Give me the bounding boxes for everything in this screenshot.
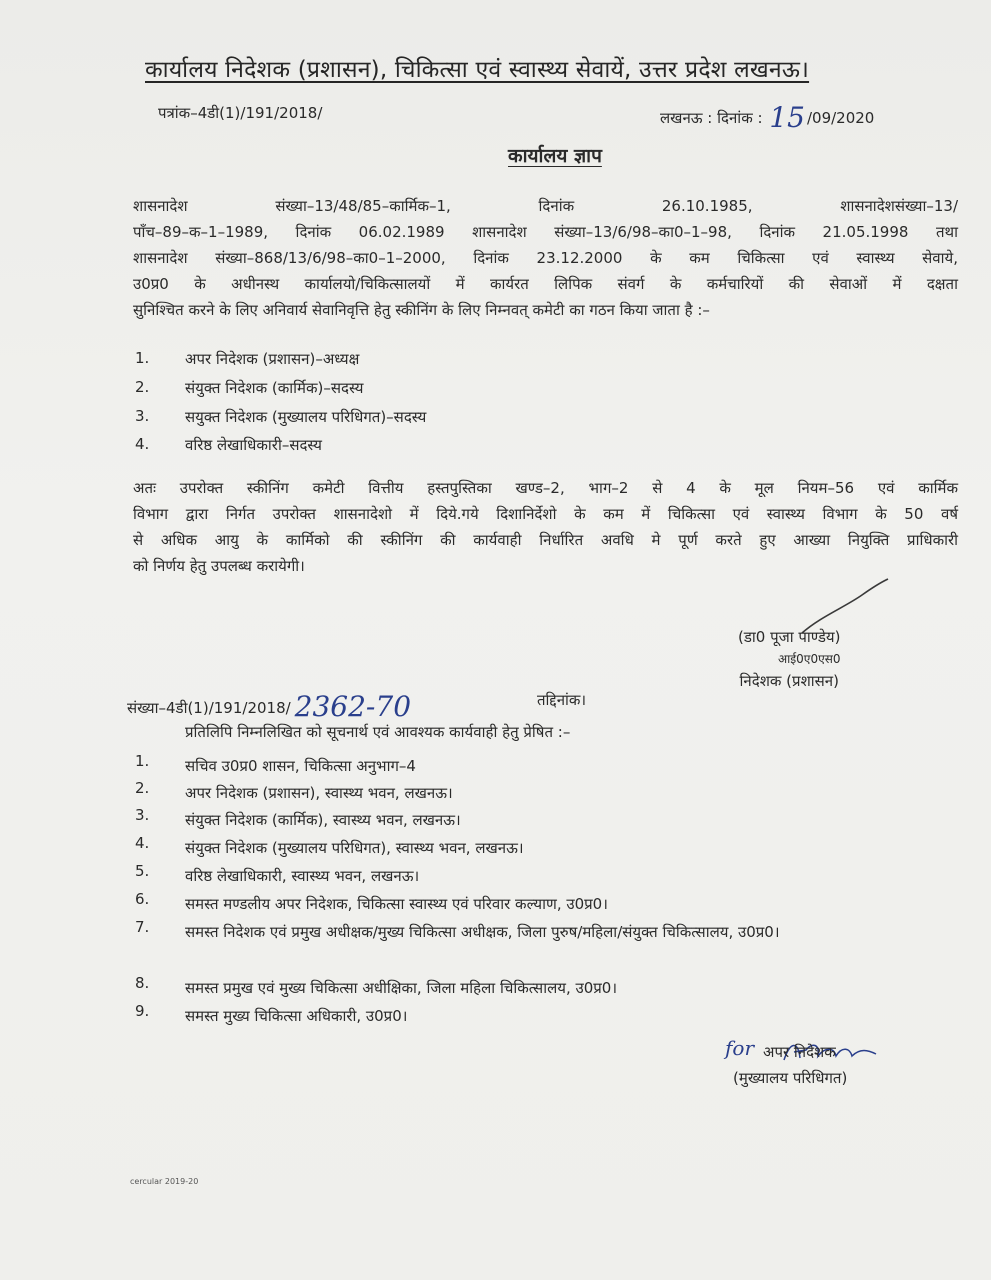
para2-line-3: से अधिक आयु के कार्मिको की स्कीनिंग की कार्यवाही निर्धारित अवधि मे पूर्ण करते हुए आख्या नियुक्ति प्राधिकारी — [133, 531, 958, 549]
para1-line-4: उ0प्र0 के अधीनस्थ कार्यालयो/चिकित्सालयों में कार्यरत लिपिक संवर्ग के कर्मचारियों की सेवाओं में दक्षता — [133, 275, 958, 293]
para2-line-2: विभाग द्वारा निर्गत उपरोक्त शासनादेशो में दिये.गये दिशानिर्देशो के कम में चिकित्सा एवं स्वास्थ्य विभाग के 50 वर्ष — [133, 505, 958, 523]
date-prefix: लखनऊ : दिनांक : — [660, 109, 763, 127]
handwritten-date-day: 15 — [769, 101, 805, 134]
additional-director-signature-block — [725, 1036, 848, 1088]
handwritten-dispatch-number: 2362-70 — [294, 690, 412, 723]
memo-paragraph-1 — [133, 193, 958, 323]
memo-paragraph-2 — [133, 475, 958, 579]
para1-line-5: सुनिश्चित करने के लिए अनिवार्य सेवानिवृत्ति हेतु स्कीनिंग के लिए निम्नवत् कमेटी का गठन किया जाता है :– — [133, 301, 710, 319]
patrank-number: पत्रांक–4डी(1)/191/2018/ — [158, 104, 323, 122]
signatory-2-office: (मुख्यालय परिधिगत) — [733, 1069, 848, 1087]
director-signature-block — [738, 624, 840, 694]
tad-dinank: तद्दिनांक। — [537, 691, 587, 709]
para2-line-4: को निर्णय हेतु उपलब्ध करायेगी। — [133, 557, 305, 575]
signatory-designation: निदेशक (प्रशासन) — [739, 672, 839, 690]
signatory-name: (डा0 पूजा पाण्डेय) — [738, 628, 841, 646]
sankhya-prefix: संख्या–4डी(1)/191/2018/ — [127, 699, 291, 717]
copy-intro: प्रतिलिपि निम्नलिखित को सूचनार्थ एवं आवश्यक कार्यवाही हेतु प्रेषित :– — [185, 723, 571, 741]
copy-reference-number — [127, 690, 415, 723]
footer-file-label: cercular 2019-20 — [130, 1177, 199, 1186]
date-suffix: /09/2020 — [806, 109, 875, 127]
para2-line-1: अतः उपरोक्त स्कीनिंग कमेटी वित्तीय हस्तपुस्तिका खण्ड–2, भाग–2 से 4 के मूल नियम–56 एवं कार्मिक — [133, 479, 958, 497]
handwritten-for: for — [725, 1036, 755, 1060]
para1-line-1: शासनादेश संख्या–13/48/85–कार्मिक–1, दिनांक 26.10.1985, शासनादेशसंख्या–13/ — [133, 197, 958, 215]
signatory-2-designation: अपर निदेशक — [763, 1043, 836, 1061]
letter-date — [660, 101, 874, 134]
office-header: कार्यालय निदेशक (प्रशासन), चिकित्सा एवं स्वास्थ्य सेवायें, उत्तर प्रदेश लखनऊ। — [145, 57, 810, 83]
memo-title: कार्यालय ज्ञाप — [508, 145, 602, 167]
para1-line-3: शासनादेश संख्या–868/13/6/98–का0–1–2000, दिनांक 23.12.2000 के कम चिकित्सा एवं स्वास्थ्य सेवाये, — [133, 249, 958, 267]
document-page: कार्यालय निदेशक (प्रशासन), चिकित्सा एवं स्वास्थ्य सेवायें, उत्तर प्रदेश लखनऊ। पत्रांक–4डी(1)/191/2018/ लखनऊ : दिनांक : 15 /09/2020 कार्यालय ज्ञाप शासनादेश संख्या–13/48/85–कार्मिक–1, दिनांक 26.10.1985, शासनादेशसंख्या–13/ पाँच–89–क–1–1989, दिनांक 06.02.1989 शासनादेश संख्या–13/6/98–का0–1–98, दिनांक 21.05.1998 तथा शासनादेश संख्या–868/13/6/98–का0–1–2000, दिनांक 23.12.2000 के कम चिकित्सा एवं स्वास्थ्य सेवाये, उ0प्र0 के अधीनस्थ कार्यालयो/चिकित्सालयों में कार्यरत लिपिक संवर्ग के कर्मचारियों की सेवाओं में दक्षता सुनिश्चित करने के लिए अनिवार्य सेवानिवृत्ति हेतु स्कीनिंग के लिए निम्नवत् कमेटी का गठन किया जाता है :– 1. अपर निदेशक (प्रशासन)–अध्यक्ष 2. संयुक्त निदेशक (कार्मिक)–सदस्य 3. सयुक्त निदेशक (मुख्यालय परिधिगत)–सदस्य 4. वरिष्ठ लेखाधिकारी–सदस्य अतः उपरोक्त स्कीनिंग कमेटी वित्तीय हस्तपुस्तिका खण्ड–2, भाग–2 से 4 के मूल नियम–56 एवं कार्मिक विभाग द्वारा निर्गत उपरोक्त शासनादेशो में दिये.गये दिशानिर्देशो के कम में चिकित्सा एवं स्वास्थ्य विभाग के 50 वर्ष से अधिक आयु के कार्मिको की स्कीनिंग की कार्यवाही निर्धारित अवधि मे पूर्ण करते हुए आख्या नियुक्ति प्राधिकारी को निर्णय हेतु उपलब्ध करायेगी। (डा0 पूजा पाण्डेय) आई0ए0एस0 निदेशक (प्रशासन) संख्या–4डी(1)/191/2018/ 2362-70 तद्दिनांक। प्रतिलिपि निम्नलिखित को सूचनार्थ एवं आवश्यक कार्यवाही हेतु प्रेषित :– 1. सचिव उ0प्र0 शासन, चिकित्सा अनुभाग–4 2. अपर निदेशक (प्रशासन), स्वास्थ्य भवन, लखनऊ। 3. संयुक्त निदेशक (कार्मिक), स्वास्थ्य भवन, लखनऊ। 4. संयुक्त निदेशक (मुख्यालय परिधिगत), स्वास्थ्य भवन, लखनऊ। 5. वरिष्ठ लेखाधिकारी, स्वास्थ्य भवन, लखनऊ। 6. समस्त मण्डलीय अपर निदेशक, चिकित्सा स्वास्थ्य एवं परिवार कल्याण, उ0प्र0। 7. समस्त निदेशक एवं प्रमुख अधीक्षक/मुख्य चिकित्सा अधीक्षक, जिला पुरुष/महिला/संयुक्त चिकित्सालय, उ0प्र0। 8. समस्त प्रमुख एवं मुख्य चिकित्सा अधीक्षिका, जिला महिला चिकित्सालय, उ0प्र0। 9. समस्त मुख्य चिकित्सा अधिकारी, उ0प्र0। for अपर निदेशक (मुख्यालय परिधिगत) cercular 2019-20 — [0, 0, 991, 1280]
signatory-service: आई0ए0एस0 — [778, 652, 841, 666]
para1-line-2: पाँच–89–क–1–1989, दिनांक 06.02.1989 शासनादेश संख्या–13/6/98–का0–1–98, दिनांक 21.05.1998 तथा — [133, 223, 958, 241]
